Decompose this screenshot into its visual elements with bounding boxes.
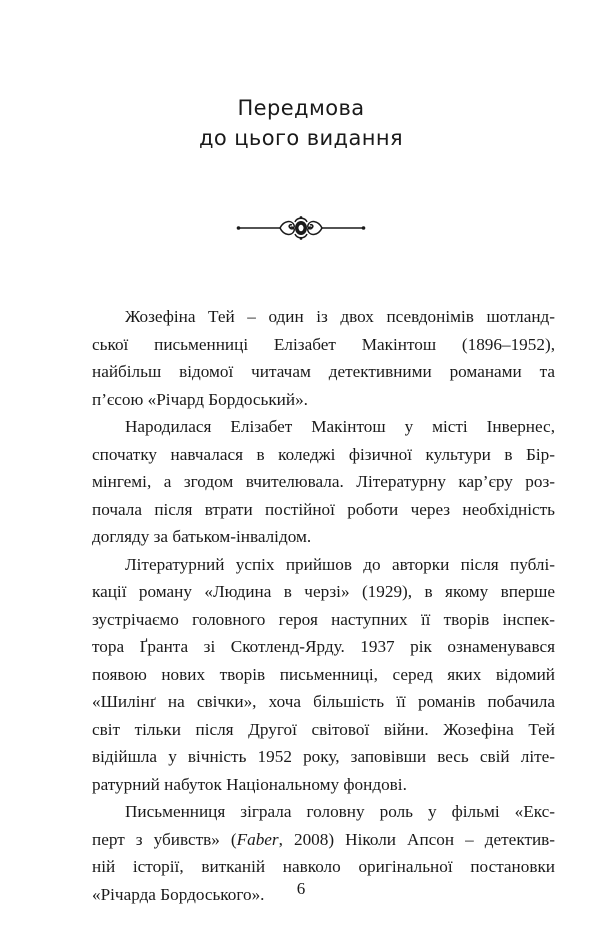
text-line: відійшла у вічність 1952 року, заповівши весь свій літе- [92,747,555,766]
text-line: «Шилінґ на свічки», хоча більшість її романів побачила [92,692,555,711]
page-number: 6 [296,879,306,898]
text-line: Народилася Елізабет Макінтош у місті Інвернес, [125,417,555,436]
body-text [92,303,555,908]
page-title-line-2: до цього видання [198,126,404,150]
text-line: найбільш відомої читачам детективними романами та [92,362,555,381]
text-line: ратурний набуток Національному фондові. [92,774,407,794]
text-line: світ тільки після Другої світової війни. Жозефіна Тей [92,719,555,739]
text-line: кації роману «Людина в черзі» (1929), в якому вперше [92,582,555,601]
paragraph-2 [92,413,555,551]
text-line: Письменниця зіграла головну роль у фільмі «Екс- [125,802,555,821]
text-line: ської письменниці Елізабет Макінтош (1896–1952), [92,334,555,354]
text-line: догляду за батьком-інвалідом. [92,527,312,546]
text-line: Жозефіна Тей – один із двох псевдонімів шотланд- [125,307,555,326]
text-line: мінгемі, а згодом вчителювала. Літературну кар’єру роз- [92,472,555,491]
text-line: п’єсою «Річард Бордоський». [92,389,308,409]
text-line: Літературний успіх прийшов до авторки після публі- [125,554,555,574]
text-line: ній історії, витканій навколо оригінальної постановки [92,857,555,876]
text-fragment: , 2008) Ніколи Апсон – детектив- [278,829,555,849]
text-line: тора Ґранта зі Скотленд-Ярду. 1937 рік ознаменувався [92,637,555,656]
page-title-line-1: Передмова [237,96,365,120]
text-line: появою нових творів письменниці, серед яких відомий [92,664,555,684]
paragraph-1 [92,303,555,413]
text-fragment: перт з убивств» ( [92,829,237,849]
italic-publisher: Faber [236,829,279,849]
text-line: почала після втрати постійної роботи через необхідність [92,499,555,519]
fleuron-divider-icon [236,214,366,242]
text-line: зустрічаємо головного героя наступних її творів інспек- [92,609,555,629]
paragraph-3 [92,551,555,799]
text-line: спочатку навчалася в коледжі фізичної культури в Бір- [92,444,555,464]
text-line: «Річарда Бордоського». [92,884,265,904]
text-line [92,826,555,854]
